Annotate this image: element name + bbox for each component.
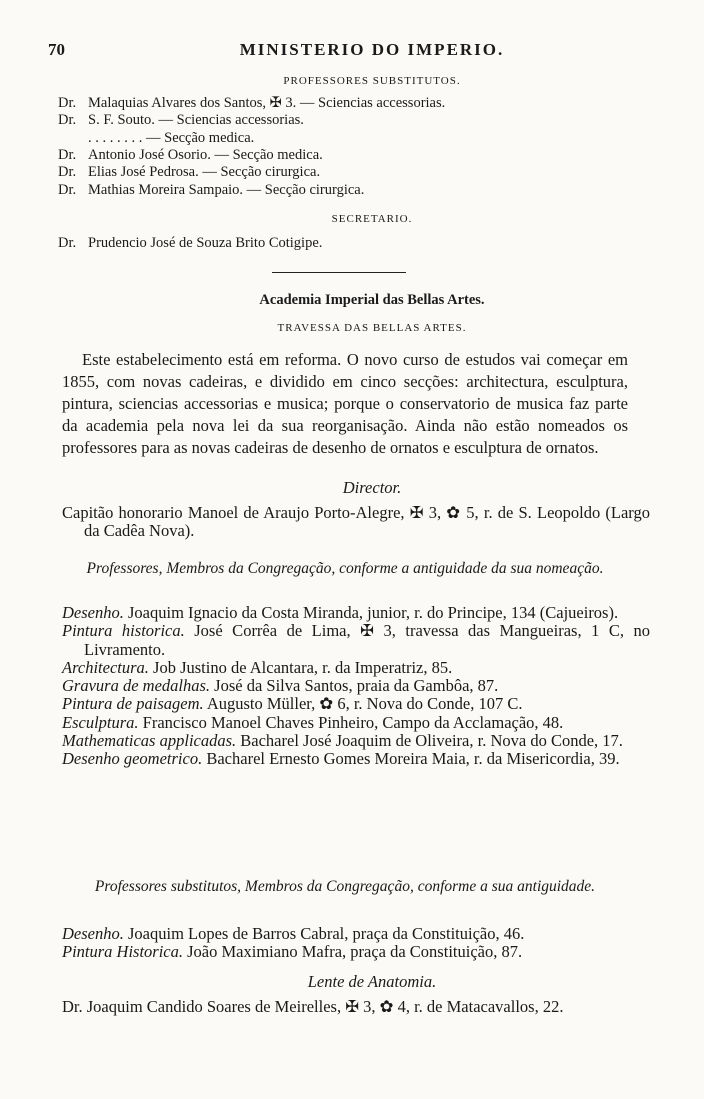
subject-label: Pintura historica. [62,621,185,641]
director-entry: Capitão honorario Manoel de Araujo Porto-Alegre, ✠ 3, ✿ 5, r. de S. Leopoldo (Largo da Cadêa Nova). [62,503,650,541]
substituto-row: Dr. Mathias Moreira Sampaio. — Secção cirurgica. [58,181,365,198]
academia-title: Academia Imperial das Bellas Artes. [259,292,485,308]
professor-entry: Gravura de medalhas. José da Silva Santos, praia da Gambôa, 87. [62,676,499,696]
section-heading-substitutos: PROFESSORES SUBSTITUTOS. [283,75,461,87]
secretario-entry: Dr. Prudencio José de Souza Brito Cotigipe. [58,235,323,251]
section-heading-secretario: SECRETARIO. [331,213,413,225]
director-heading: Director. [342,478,402,497]
professor-entry: Desenho. Joaquim Lopes de Barros Cabral, praça da Constituição, 46. [62,924,525,943]
professores-heading: Professores, Membros da Congregação, conforme a antiguidade da sua nomeação. [86,560,604,577]
professor-entry: Architectura. Job Justino de Alcantara, r. da Imperatriz, 85. [62,657,453,677]
substituto-row: Dr. S. F. Souto. — Sciencias accessorias. [58,112,304,129]
lente-heading: Lente de Anatomia. [307,972,437,991]
lente-entry: Dr. Joaquim Candido Soares de Meirelles, ✠ 3, ✿ 4, r. de Matacavallos, 22. [62,997,564,1016]
substituto-row: Dr. Elias José Pedrosa. — Secção cirurgica. [58,164,321,181]
running-header: MINISTERIO DO IMPERIO. [239,40,505,59]
subject-label: Pintura de paisagem. [62,694,204,714]
substituto-row: . . . . . . . . — Secção medica. [88,129,255,146]
professor-entry: Pintura de paisagem. Augusto Müller, ✿ 6, r. Nova do Conde, 107 C. [62,694,523,714]
subject-label: Desenho. [62,924,124,943]
subject-label: Desenho. [62,603,124,622]
section-divider [272,272,406,273]
subject-label: Gravura de medalhas. [62,676,211,696]
professor-entry: Pintura Historica. João Maximiano Mafra, praça da Constituição, 87. [62,942,523,962]
subject-label: Esculptura. [62,712,139,732]
subject-label: Desenho geometrico. [62,749,203,769]
professor-entry: Esculptura. Francisco Manoel Chaves Pinheiro, Campo da Acclamação, 48. [62,712,564,732]
professor-entry: Pintura historica. José Corrêa de Lima, ✠ 3, travessa das Mangueiras, 1 C, no Livramento. [62,621,650,659]
substituto-row: Dr. Malaquias Alvares dos Santos, ✠ 3. — Sciencias accessorias. [58,95,446,111]
prof-substitutos-list [62,925,650,962]
professor-entry: Mathematicas applicadas. Bacharel José Joaquim de Oliveira, r. Nova do Conde, 17. [62,731,623,751]
professor-entry: Desenho. Joaquim Ignacio da Costa Miranda, junior, r. do Principe, 134 (Cajueiros). [62,603,619,622]
academia-paragraph: Este estabelecimento está em reforma. O novo curso de estudos vai começar em 1855, com novas cadeiras, e dividido em cinco secções: architectura, esculptura, pintura, sciencias accessorias e musica; porque o conservatorio de musica faz parte da academia pela nova lei da sua reorganisação. Ainda não estão nomeados os professores para as novas cadeiras de desenho de ornatos e esculptura de ornatos. [62,350,628,457]
substituto-row: Dr. Antonio José Osorio. — Secção medica. [58,146,323,163]
prof-substitutos-heading: Professores substitutos, Membros da Congregação, conforme a sua antiguidade. [94,878,596,895]
academia-address: TRAVESSA DAS BELLAS ARTES. [277,322,467,334]
page-number: 70 [48,40,65,59]
professor-entry: Desenho geometrico. Bacharel Ernesto Gomes Moreira Maia, r. da Misericordia, 39. [62,749,620,769]
professores-list [62,604,650,769]
subject-label: Pintura Historica. [62,942,184,962]
subject-label: Mathematicas applicadas. [62,731,237,751]
subject-label: Architectura. [62,657,149,677]
